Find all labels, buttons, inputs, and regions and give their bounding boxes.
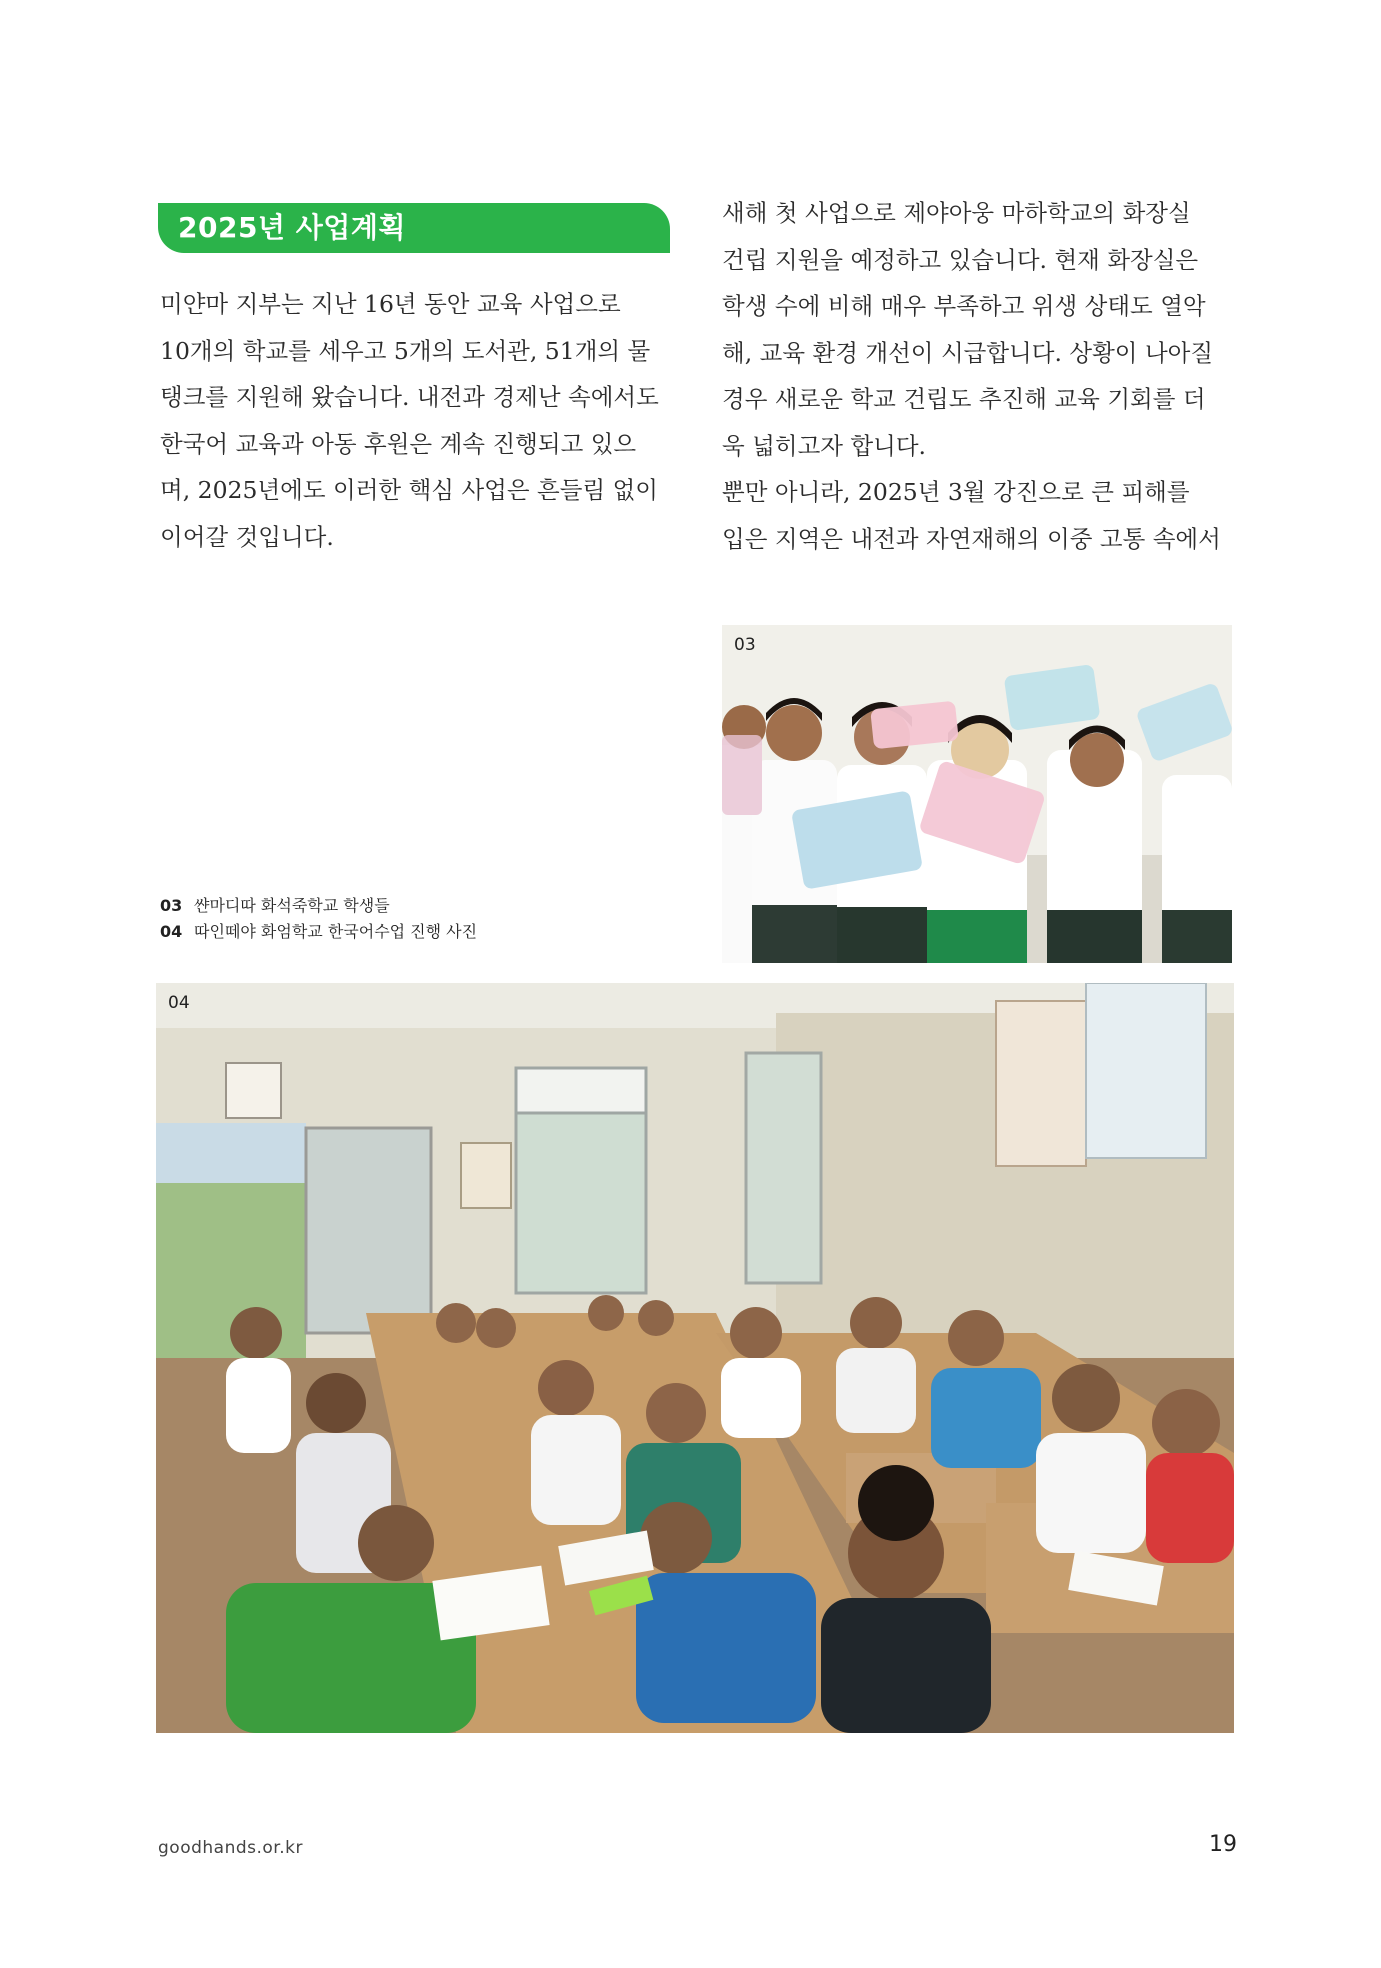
photo-classroom-illustration [156,983,1234,1733]
photo-tag: 03 [734,635,756,655]
photo-captions [160,893,580,945]
photo-students-with-kits [722,625,1232,963]
page-number: 19 [1209,1832,1237,1857]
caption-number: 03 [160,896,183,915]
caption-text: 따인떼야 화엄학교 한국어수업 진행 사진 [194,922,478,941]
photo-students-illustration [722,625,1232,963]
caption-04 [160,919,580,945]
photo-tag: 04 [168,993,190,1013]
caption-text: 쌴마디따 화석죽학교 학생들 [194,896,390,915]
photo-classroom-korean-lesson [156,983,1234,1733]
footer-website-url: goodhands.or.kr [158,1838,303,1858]
caption-03 [160,893,580,919]
section-title-badge: 2025년 사업계획 [158,203,670,253]
right-body-paragraph-1: 새해 첫 사업으로 제야아웅 마하학교의 화장실 건립 지원을 예정하고 있습니다. 현재 화장실은 학생 수에 비해 매우 부족하고 위생 상태도 열악 해, 교육 환경 개선이 시급합니다. 상황이 나아질 경우 새로운 학교 건립도 추진해 교육 기회를 더 욱 넓히고자 합니다. [722,199,1214,460]
caption-number: 04 [160,922,183,941]
right-body-paragraph-2: 뿐만 아니라, 2025년 3월 강진으로 큰 피해를 입은 지역은 내전과 자연재해의 이중 고통 속에서 [722,478,1221,553]
left-body-paragraph: 미얀마 지부는 지난 16년 동안 교육 사업으로 10개의 학교를 세우고 5개의 도서관, 51개의 물 탱크를 지원해 왔습니다. 내전과 경제난 속에서도 한국어 교육과 아동 후원은 계속 진행되고 있으 며, 2025년에도 이러한 핵심 사업은 흔들림 없이 이어갈 것입니다. [160,290,659,551]
